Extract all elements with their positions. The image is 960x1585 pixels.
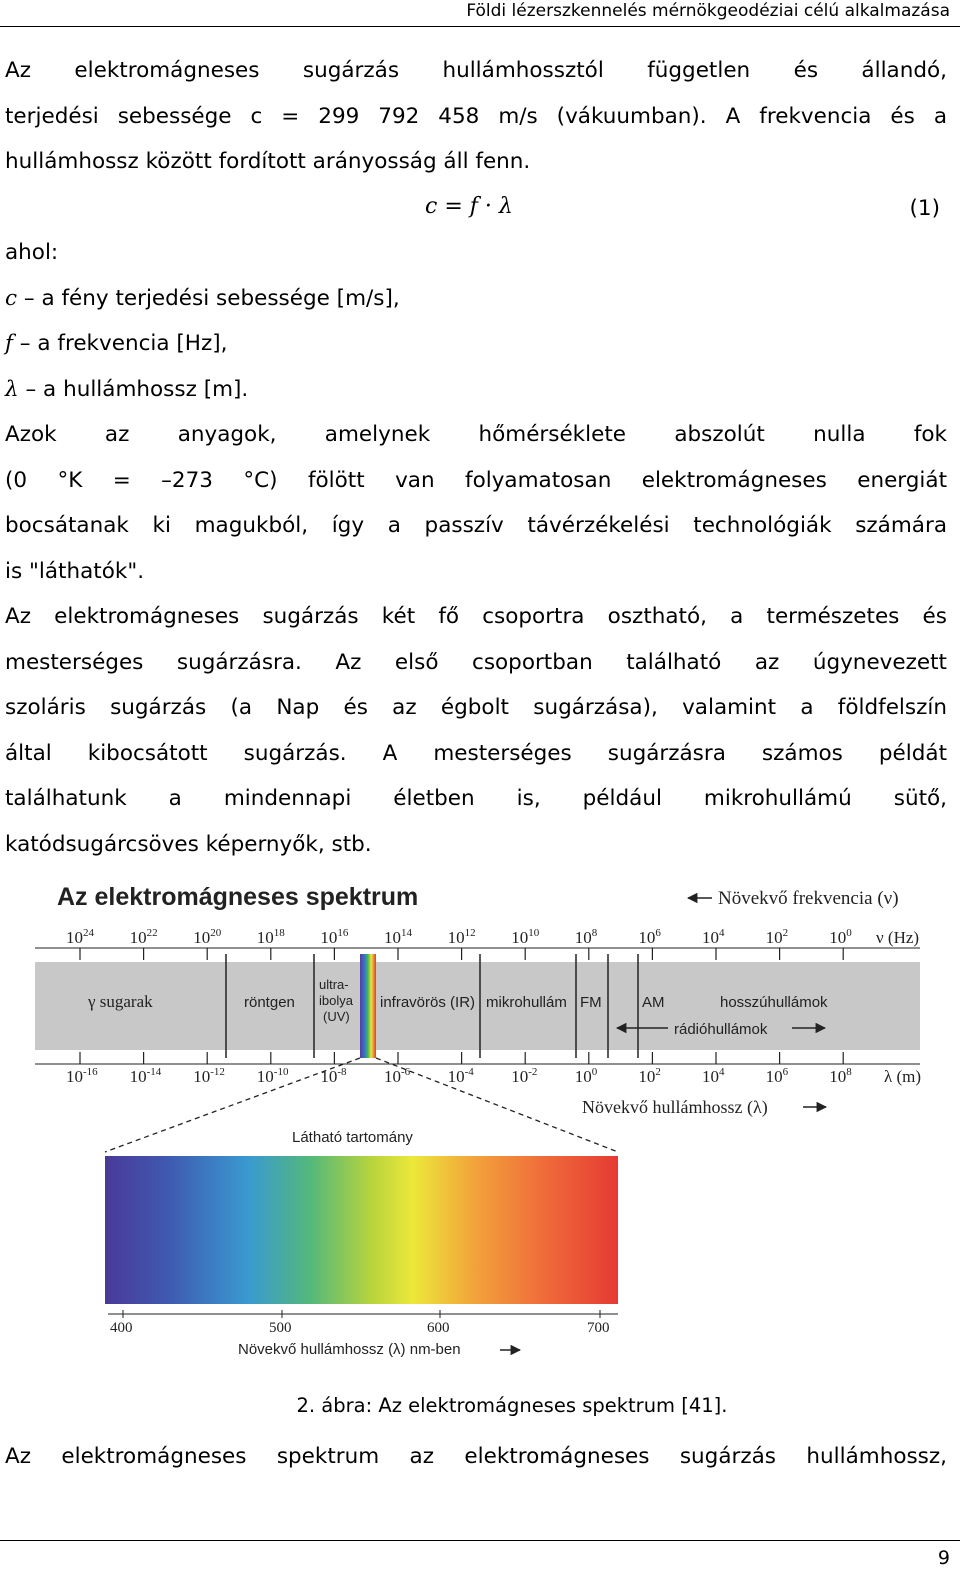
text-line: Az elektromágneses sugárzás hullámhossztól független és állandó, <box>5 58 947 83</box>
text-line: által kibocsátott sugárzás. A mesterséges sugárzásra számos példát <box>5 740 947 766</box>
wave-tick-label: $10^{-12}$ <box>193 1066 225 1086</box>
band-microwave: mikrohullám <box>486 994 567 1011</box>
freq-tick-label: $10^0$ <box>829 927 852 947</box>
equation-number: (1) <box>909 196 940 221</box>
equation: c = f · λ <box>425 194 513 219</box>
band-fm: FM <box>580 994 602 1011</box>
frequency-tick-marks <box>80 948 843 960</box>
symbol: f <box>5 331 13 357</box>
text-line: is "láthatók". <box>5 558 145 584</box>
freq-tick-label: $10^6$ <box>638 927 661 947</box>
text-line: mesterséges sugárzásra. Az első csoportban található az úgynevezett <box>5 649 947 675</box>
paragraph-2 <box>5 412 947 594</box>
freq-tick-label: $10^{16}$ <box>320 927 349 947</box>
definition-text: – a frekvencia [Hz], <box>12 331 228 357</box>
band-am: AM <box>642 994 665 1011</box>
band-ir: infravörös (IR) <box>380 994 476 1011</box>
freq-tick-label: $10^{20}$ <box>193 927 222 947</box>
text-line: találhatunk a mindennapi életben is, például mikrohullámú sütő, <box>5 786 947 812</box>
visible-slice <box>360 954 376 1058</box>
wave-tick-label: $10^2$ <box>638 1066 661 1086</box>
page-footer <box>0 1540 960 1569</box>
symbol: λ <box>5 376 19 402</box>
band-uv-line2: ibolya <box>319 993 353 1008</box>
wave-tick-label: $10^{-10}$ <box>256 1066 289 1086</box>
wave-tick-label: $10^0$ <box>574 1066 598 1086</box>
band-uv-line3: (UV) <box>323 1009 350 1024</box>
freq-tick-label: $10^{12}$ <box>447 927 476 947</box>
definition-item <box>5 321 947 367</box>
freq-tick-label: $10^2$ <box>765 927 789 947</box>
text-line: katódsugárcsöves képernyők, stb. <box>5 831 372 857</box>
running-header <box>0 0 960 27</box>
definition-item <box>5 367 947 413</box>
wavelength-tick-labels <box>66 1066 852 1086</box>
wave-tick-label: $10^4$ <box>702 1066 725 1086</box>
text-line: szoláris sugárzás (a Nap és az égbolt sugárzása), valamint a földfelszín <box>5 695 947 721</box>
wave-direction-label: Növekvő hullámhossz (λ) <box>582 1097 768 1117</box>
wavelength-tick-marks <box>80 1052 843 1064</box>
band-xray: röntgen <box>244 994 295 1011</box>
definition-list <box>5 230 947 412</box>
visible-tick-label: 700 <box>587 1320 610 1336</box>
text-line: bocsátanak ki magukból, így a passzív távérzékelési technológiák számára <box>5 513 947 539</box>
band-radio: rádióhullámok <box>674 1021 768 1038</box>
visible-axis-label: Növekvő hullámhossz (λ) nm-ben <box>238 1341 461 1358</box>
wave-unit: λ (m) <box>884 1067 922 1086</box>
freq-tick-label: $10^{10}$ <box>511 927 540 947</box>
figure-title: Az elektromágneses spektrum <box>57 883 419 911</box>
wave-tick-label: $10^8$ <box>829 1066 852 1086</box>
page-number: 9 <box>937 1547 950 1569</box>
freq-tick-label: $10^8$ <box>574 927 598 947</box>
wave-tick-label: $10^{-2}$ <box>511 1066 538 1086</box>
freq-tick-label: $10^{14}$ <box>384 927 412 947</box>
freq-tick-label: $10^4$ <box>702 927 725 947</box>
visible-tick-label: 400 <box>110 1320 133 1336</box>
freq-tick-label: $10^{22}$ <box>129 927 158 947</box>
definition-text: – a fény terjedési sebessége [m/s], <box>17 285 400 311</box>
paragraph-1 <box>5 48 947 185</box>
freq-tick-label: $10^{24}$ <box>66 927 94 947</box>
freq-tick-label: $10^{18}$ <box>256 927 285 947</box>
visible-tick-label: 500 <box>269 1320 292 1336</box>
definition-text: – a hullámhossz [m]. <box>18 376 249 402</box>
text-line: Az elektromágneses spektrum az elektromágneses sugárzás hullámhossz, <box>5 1444 947 1469</box>
wave-tick-label: $10^{-14}$ <box>129 1066 162 1086</box>
wave-tick-label: $10^6$ <box>765 1066 789 1086</box>
freq-direction-label: Növekvő frekvencia (ν) <box>718 888 899 909</box>
header-title: Földi lézerszkennelés mérnökgeodéziai célú alkalmazása <box>466 1 950 21</box>
wave-tick-label: $10^{-8}$ <box>320 1066 347 1086</box>
spectrum-figure <box>0 870 960 1390</box>
wave-tick-label: $10^{-4}$ <box>447 1066 474 1086</box>
frequency-tick-labels <box>66 927 852 947</box>
band-longwave: hosszúhullámok <box>720 994 828 1011</box>
definition-item <box>5 276 947 322</box>
paragraph-4 <box>5 1434 947 1480</box>
text-line: Az elektromágneses sugárzás két fő csoportra osztható, a természetes és <box>5 604 947 629</box>
band-uv-line1: ultra- <box>319 977 349 992</box>
text-line: hullámhossz között fordított arányosság áll fenn. <box>5 149 531 175</box>
visible-spectrum-bar <box>105 1156 618 1304</box>
freq-unit: ν (Hz) <box>876 928 920 947</box>
wave-tick-label: $10^{-6}$ <box>384 1066 411 1086</box>
visible-range-title: Látható tartomány <box>292 1129 413 1146</box>
text-line: (0 °K = –273 °C) fölött van folyamatosan elektromágneses energiát <box>5 467 947 493</box>
band-gamma: γ sugarak <box>88 992 153 1011</box>
figure-caption: 2. ábra: Az elektromágneses spektrum [41]. <box>296 1394 728 1417</box>
visible-tick-label: 600 <box>427 1320 450 1336</box>
paragraph-3 <box>5 594 947 868</box>
text-line: Azok az anyagok, amelynek hőmérséklete abszolút nulla fok <box>5 422 947 447</box>
spectrum-diagram <box>0 870 960 1390</box>
wave-tick-label: $10^{-16}$ <box>66 1066 98 1086</box>
text-line: terjedési sebessége c = 299 792 458 m/s (vákuumban). A frekvencia és a <box>5 103 947 129</box>
where-label: ahol: <box>5 240 59 265</box>
symbol: c <box>5 285 18 311</box>
